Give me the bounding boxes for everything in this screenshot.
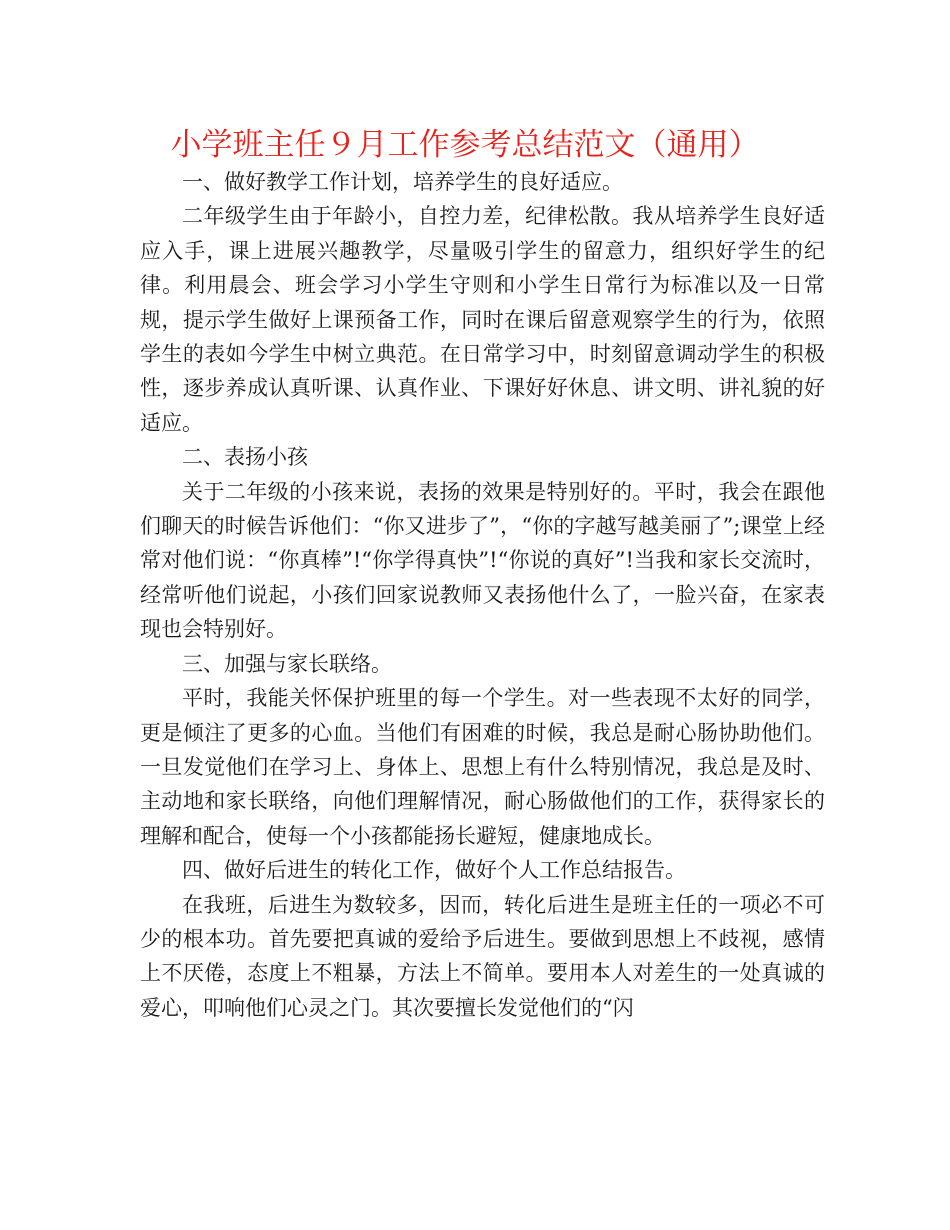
paragraph-2: 关于二年级的小孩来说，表扬的效果是特别好的。平时，我会在跟他们聊天的时候告诉他们：“你又进步了”，“你的字越写越美丽了”;课堂上经常对他们说：“你真棒”!“你学得真快”!“你说的真好”!当我和家长交流时，经常听他们说起，小孩们回家说教师又表扬他什么了，一脸兴奋，在家表现也会特别好。	[140, 479, 825, 642]
section-heading-2: 二、表扬小孩	[182, 445, 308, 470]
section-heading-4: 四、做好后进生的转化工作，做好个人工作总结报告。	[182, 858, 686, 883]
document-title: 小学班主任９月工作参考总结范文（通用）	[170, 127, 760, 163]
paragraph-4: 在我班，后进生为数较多，因而，转化后进生是班主任的一项必不可少的根本功。首先要把真诚的爱给予后进生。要做到思想上不歧视，感情上不厌倦，态度上不粗暴，方法上不简单。要用本人对差生的一处真诚的爱心，叩响他们心灵之门。其次要擅长发觉他们的“闪	[140, 892, 825, 1020]
document-body	[140, 165, 825, 1025]
section-heading-1: 一、做好教学工作计划，培养学生的良好适应。	[182, 170, 623, 194]
paragraph-3: 平时，我能关怀保护班里的每一个学生。对一些表现不太好的同学，更是倾注了更多的心血。当他们有困难的时候，我总是耐心肠协助他们。一旦发觉他们在学习上、身体上、思想上有什么特别情况，我总是及时、主动地和家长联络，向他们理解情况，耐心肠做他们的工作，获得家长的理解和配合，使每一个小孩都能扬长避短，健康地成长。	[140, 686, 825, 848]
paragraph-1: 二年级学生由于年龄小，自控力差，纪律松散。我从培养学生良好适应入手，课上进展兴趣教学，尽量吸引学生的留意力，组织好学生的纪律。利用晨会、班会学习小学生守则和小学生日常行为标准以及一日常规，提示学生做好上课预备工作，同时在课后留意观察学生的行为，依照学生的表如今学生中树立典范。在日常学习中，时刻留意调动学生的积极性，逐步养成认真听课、认真作业、下课好好休息、讲文明、讲礼貌的好适应。	[140, 204, 825, 435]
section-heading-3: 三、加强与家长联络。	[182, 651, 392, 676]
